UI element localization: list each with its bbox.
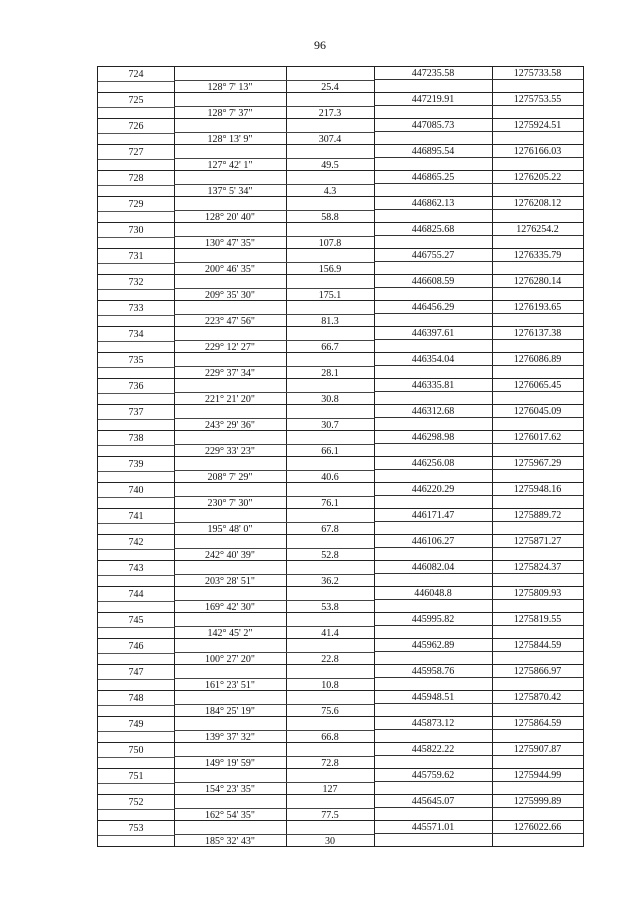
row-separator: [374, 235, 583, 236]
direction-angle: 100° 27' 20": [205, 654, 255, 665]
table-row: [98, 508, 583, 534]
row-separator: [98, 393, 174, 394]
direction-angle: 229° 12' 27": [205, 342, 255, 353]
row-separator: [174, 184, 374, 185]
segment-length: 30: [325, 836, 335, 847]
row-separator: [98, 211, 174, 212]
row-separator: [174, 236, 374, 237]
segment-length: 156.9: [318, 264, 342, 275]
direction-angle: 195° 48' 0": [207, 524, 253, 535]
row-separator: [374, 677, 583, 678]
row-separator: [98, 315, 174, 316]
coordinates-table: [97, 66, 584, 847]
segment-length: 76.1: [321, 498, 339, 509]
direction-angle: 223° 47' 56": [205, 316, 255, 327]
direction-angle: 230° 7' 30": [207, 498, 253, 509]
coordinate-y: 1276205.22: [513, 172, 562, 183]
row-separator: [374, 755, 583, 756]
row-separator: [174, 808, 374, 809]
coordinate-y: 1275889.72: [513, 510, 562, 521]
row-separator: [374, 651, 583, 652]
point-number: 729: [128, 199, 144, 210]
point-number: 739: [128, 459, 144, 470]
direction-angle: 243° 29' 36": [205, 420, 255, 431]
point-number: 730: [128, 225, 144, 236]
row-separator: [174, 444, 374, 445]
point-number: 741: [128, 511, 144, 522]
row-separator: [374, 599, 583, 600]
coordinate-x: 445571.01: [411, 822, 455, 833]
segment-length: 66.8: [321, 732, 339, 743]
coordinate-x: 445995.82: [411, 614, 455, 625]
coordinate-x: 446048.8: [414, 588, 452, 599]
point-number: 753: [128, 823, 144, 834]
point-number: 750: [128, 745, 144, 756]
coordinate-x: 446171.47: [411, 510, 455, 521]
row-separator: [374, 833, 583, 834]
row-separator: [98, 471, 174, 472]
direction-angle: 139° 37' 32": [205, 732, 255, 743]
coordinate-x: 446106.27: [411, 536, 455, 547]
point-number: 727: [128, 147, 144, 158]
row-separator: [374, 131, 583, 132]
row-separator: [174, 574, 374, 575]
row-separator: [374, 729, 583, 730]
row-separator: [174, 652, 374, 653]
row-separator: [98, 627, 174, 628]
direction-angle: 137° 5' 34": [207, 186, 253, 197]
segment-length: 28.1: [321, 368, 339, 379]
point-number: 737: [128, 407, 144, 418]
segment-length: 67.8: [321, 524, 339, 535]
row-separator: [174, 288, 374, 289]
row-separator: [374, 443, 583, 444]
table-row: [98, 352, 583, 378]
row-separator: [98, 809, 174, 810]
table-row: [98, 664, 583, 690]
coordinate-x: 447235.58: [411, 68, 455, 79]
segment-length: 25.4: [321, 82, 339, 93]
row-separator: [98, 367, 174, 368]
segment-length: 66.7: [321, 342, 339, 353]
direction-angle: 242° 40' 39": [205, 550, 255, 561]
coordinate-x: 446354.04: [411, 354, 455, 365]
direction-angle: 130° 47' 35": [205, 238, 255, 249]
row-separator: [374, 261, 583, 262]
segment-length: 36.2: [321, 576, 339, 587]
segment-length: 40.6: [321, 472, 339, 483]
coordinate-x: 445948.51: [411, 692, 455, 703]
row-separator: [98, 497, 174, 498]
table-row: [98, 66, 583, 92]
direction-angle: 203° 28' 51": [205, 576, 255, 587]
table-row: [98, 430, 583, 456]
segment-length: 10.8: [321, 680, 339, 691]
coordinate-x: 446862.13: [411, 198, 455, 209]
coordinate-x: 447219.91: [411, 94, 455, 105]
table-row: [98, 300, 583, 326]
row-separator: [174, 80, 374, 81]
row-separator: [98, 107, 174, 108]
coordinate-x: 446298.98: [411, 432, 455, 443]
segment-length: 81.3: [321, 316, 339, 327]
row-separator: [174, 132, 374, 133]
row-separator: [98, 237, 174, 238]
direction-angle: 209° 35' 30": [205, 290, 255, 301]
table-row: [98, 118, 583, 144]
row-separator: [374, 703, 583, 704]
point-number: 749: [128, 719, 144, 730]
point-number: 742: [128, 537, 144, 548]
row-separator: [374, 339, 583, 340]
table-row: [98, 274, 583, 300]
row-separator: [374, 781, 583, 782]
row-separator: [174, 730, 374, 731]
segment-length: 307.4: [318, 134, 342, 145]
row-separator: [174, 210, 374, 211]
table-row: [98, 638, 583, 664]
coordinate-x: 446456.29: [411, 302, 455, 313]
coordinate-x: 445759.62: [411, 770, 455, 781]
row-separator: [174, 678, 374, 679]
direction-angle: 128° 7' 13": [207, 82, 253, 93]
row-separator: [98, 263, 174, 264]
coordinate-y: 1276017.62: [513, 432, 562, 443]
row-separator: [174, 600, 374, 601]
coordinate-y: 1275967.29: [513, 458, 562, 469]
row-separator: [98, 731, 174, 732]
coordinate-x: 446755.27: [411, 250, 455, 261]
table-row: [98, 144, 583, 170]
row-separator: [98, 133, 174, 134]
row-separator: [374, 313, 583, 314]
coordinate-y: 1276065.45: [513, 380, 562, 391]
row-separator: [98, 575, 174, 576]
row-separator: [174, 704, 374, 705]
direction-angle: 185° 32' 43": [205, 836, 255, 847]
row-separator: [98, 601, 174, 602]
point-number: 738: [128, 433, 144, 444]
row-separator: [98, 679, 174, 680]
table-row: [98, 222, 583, 248]
row-separator: [174, 782, 374, 783]
direction-angle: 127° 42' 1": [207, 160, 253, 171]
coordinate-x: 446312.68: [411, 406, 455, 417]
row-separator: [98, 185, 174, 186]
coordinate-y: 1275866.97: [513, 666, 562, 677]
segment-length: 77.5: [321, 810, 339, 821]
coordinate-y: 1275864.59: [513, 718, 562, 729]
coordinate-x: 445645.07: [411, 796, 455, 807]
segment-length: 22.8: [321, 654, 339, 665]
row-separator: [174, 106, 374, 107]
coordinate-x: 445822.22: [411, 744, 455, 755]
row-separator: [98, 653, 174, 654]
segment-length: 30.8: [321, 394, 339, 405]
segment-length: 58.8: [321, 212, 339, 223]
row-separator: [374, 183, 583, 184]
segment-length: 49.5: [321, 160, 339, 171]
coordinate-y: 1276208.12: [513, 198, 562, 209]
coordinate-y: 1275753.55: [513, 94, 562, 105]
segment-length: 53.8: [321, 602, 339, 613]
segment-length: 75.6: [321, 706, 339, 717]
table-row: [98, 456, 583, 482]
row-separator: [174, 158, 374, 159]
point-number: 728: [128, 173, 144, 184]
table-row: [98, 742, 583, 768]
row-separator: [98, 549, 174, 550]
table-row: [98, 612, 583, 638]
row-separator: [374, 105, 583, 106]
row-separator: [174, 626, 374, 627]
segment-length: 30.7: [321, 420, 339, 431]
point-number: 748: [128, 693, 144, 704]
point-number: 745: [128, 615, 144, 626]
table-row: [98, 326, 583, 352]
coordinate-y: 1275907.87: [513, 744, 562, 755]
coordinate-x: 446220.29: [411, 484, 455, 495]
row-separator: [374, 391, 583, 392]
point-number: 725: [128, 95, 144, 106]
coordinate-y: 1276137.38: [513, 328, 562, 339]
coordinate-x: 446256.08: [411, 458, 455, 469]
row-separator: [374, 547, 583, 548]
row-separator: [98, 757, 174, 758]
coordinate-y: 1276045.09: [513, 406, 562, 417]
table-row: [98, 378, 583, 404]
row-separator: [174, 262, 374, 263]
table-row: [98, 560, 583, 586]
row-separator: [98, 81, 174, 82]
table-row: [98, 404, 583, 430]
table-row: [98, 534, 583, 560]
segment-length: 4.3: [323, 186, 337, 197]
coordinate-x: 445873.12: [411, 718, 455, 729]
row-separator: [98, 783, 174, 784]
point-number: 743: [128, 563, 144, 574]
table-row: [98, 482, 583, 508]
row-separator: [174, 340, 374, 341]
row-separator: [174, 496, 374, 497]
point-number: 726: [128, 121, 144, 132]
point-number: 732: [128, 277, 144, 288]
point-number: 746: [128, 641, 144, 652]
point-number: 740: [128, 485, 144, 496]
coordinate-y: 1276280.14: [513, 276, 562, 287]
direction-angle: 162° 54' 35": [205, 810, 255, 821]
segment-length: 41.4: [321, 628, 339, 639]
coordinate-x: 446082.04: [411, 562, 455, 573]
row-separator: [374, 287, 583, 288]
coordinate-y: 1276254.2: [516, 224, 559, 235]
table-row: [98, 716, 583, 742]
row-separator: [98, 341, 174, 342]
table-row: [98, 820, 583, 846]
point-number: 752: [128, 797, 144, 808]
coordinate-y: 1275844.59: [513, 640, 562, 651]
point-number: 724: [128, 69, 144, 80]
point-number: 735: [128, 355, 144, 366]
table-row: [98, 170, 583, 196]
coordinate-y: 1275819.55: [513, 614, 562, 625]
direction-angle: 142° 45' 2": [207, 628, 253, 639]
coordinate-x: 446895.54: [411, 146, 455, 157]
point-number: 736: [128, 381, 144, 392]
coordinate-y: 1275999.89: [513, 796, 562, 807]
coordinate-x: 446335.81: [411, 380, 455, 391]
point-number: 733: [128, 303, 144, 314]
row-separator: [374, 79, 583, 80]
direction-angle: 208° 7' 29": [207, 472, 253, 483]
direction-angle: 184° 25' 19": [205, 706, 255, 717]
coordinate-y: 1275871.27: [513, 536, 562, 547]
row-separator: [98, 835, 174, 836]
segment-length: 127: [322, 784, 338, 795]
coordinate-y: 1276335.79: [513, 250, 562, 261]
segment-length: 217.3: [318, 108, 342, 119]
row-separator: [374, 495, 583, 496]
row-separator: [98, 419, 174, 420]
segment-length: 52.8: [321, 550, 339, 561]
table-row: [98, 690, 583, 716]
page-number: 96: [314, 38, 326, 52]
coordinate-y: 1275733.58: [513, 68, 562, 79]
coordinate-x: 446865.25: [411, 172, 455, 183]
row-separator: [374, 521, 583, 522]
table-row: [98, 768, 583, 794]
coordinate-y: 1276086.89: [513, 354, 562, 365]
direction-angle: 128° 13' 9": [207, 134, 253, 145]
coordinate-y: 1276166.03: [513, 146, 562, 157]
row-separator: [174, 756, 374, 757]
coordinate-x: 446825.68: [411, 224, 455, 235]
coordinate-y: 1275944.99: [513, 770, 562, 781]
row-separator: [98, 705, 174, 706]
coordinate-x: 445958.76: [411, 666, 455, 677]
row-separator: [374, 365, 583, 366]
row-separator: [374, 417, 583, 418]
point-number: 734: [128, 329, 144, 340]
direction-angle: 200° 46' 35": [205, 264, 255, 275]
row-separator: [374, 209, 583, 210]
row-separator: [374, 469, 583, 470]
table-row: [98, 248, 583, 274]
row-separator: [374, 573, 583, 574]
direction-angle: 161° 23' 51": [205, 680, 255, 691]
coordinate-y: 1276022.66: [513, 822, 562, 833]
direction-angle: 128° 20' 40": [205, 212, 255, 223]
coordinate-x: 447085.73: [411, 120, 455, 131]
segment-length: 175.1: [318, 290, 342, 301]
coordinate-y: 1275924.51: [513, 120, 562, 131]
coordinate-y: 1276193.65: [513, 302, 562, 313]
row-separator: [174, 548, 374, 549]
row-separator: [374, 807, 583, 808]
segment-length: 107.8: [318, 238, 342, 249]
point-number: 751: [128, 771, 144, 782]
coordinate-y: 1275824.37: [513, 562, 562, 573]
table-row: [98, 196, 583, 222]
segment-length: 66.1: [321, 446, 339, 457]
row-separator: [98, 159, 174, 160]
direction-angle: 229° 33' 23": [205, 446, 255, 457]
direction-angle: 169° 42' 30": [205, 602, 255, 613]
coordinate-x: 446608.59: [411, 276, 455, 287]
direction-angle: 128° 7' 37": [207, 108, 253, 119]
segment-length: 72.8: [321, 758, 339, 769]
row-separator: [174, 834, 374, 835]
row-separator: [174, 418, 374, 419]
row-separator: [374, 157, 583, 158]
row-separator: [98, 289, 174, 290]
row-separator: [174, 366, 374, 367]
row-separator: [374, 625, 583, 626]
row-separator: [174, 314, 374, 315]
table-row: [98, 586, 583, 612]
coordinate-x: 446397.61: [411, 328, 455, 339]
point-number: 744: [128, 589, 144, 600]
coordinate-y: 1275809.93: [513, 588, 562, 599]
point-number: 747: [128, 667, 144, 678]
direction-angle: 221° 21' 20": [205, 394, 255, 405]
direction-angle: 229° 37' 34": [205, 368, 255, 379]
row-separator: [98, 523, 174, 524]
direction-angle: 154° 23' 35": [205, 784, 255, 795]
row-separator: [174, 522, 374, 523]
direction-angle: 149° 19' 59": [205, 758, 255, 769]
point-number: 731: [128, 251, 144, 262]
coordinate-x: 445962.89: [411, 640, 455, 651]
coordinate-y: 1275870.42: [513, 692, 562, 703]
row-separator: [98, 445, 174, 446]
coordinate-y: 1275948.16: [513, 484, 562, 495]
row-separator: [174, 392, 374, 393]
table-row: [98, 794, 583, 820]
table-row: [98, 92, 583, 118]
row-separator: [174, 470, 374, 471]
